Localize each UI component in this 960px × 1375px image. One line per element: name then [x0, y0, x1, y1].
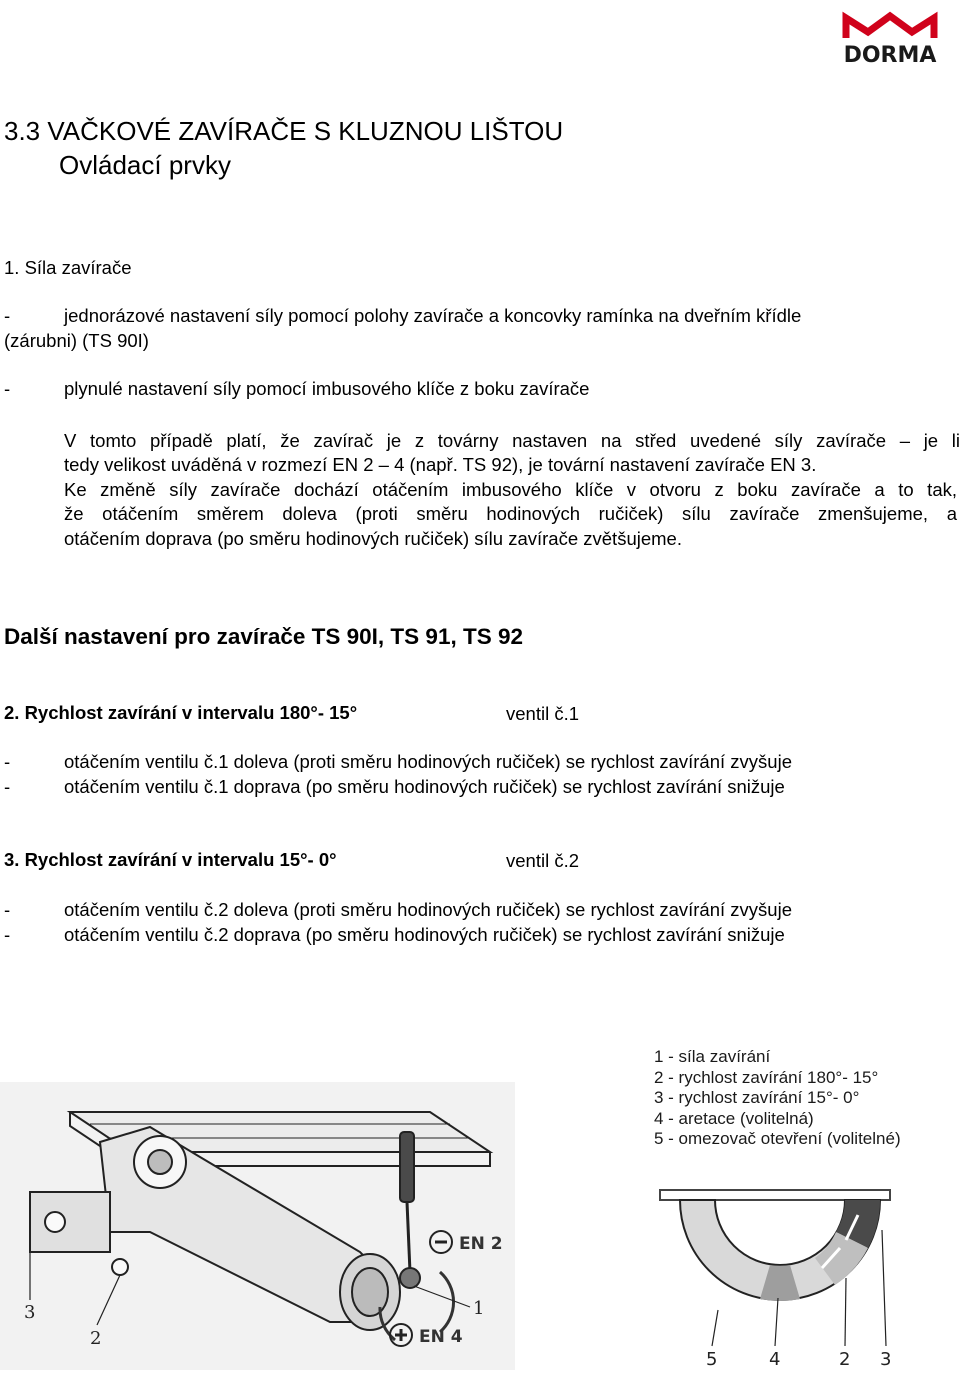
bullet-dash: - [4, 378, 11, 399]
callout-3: 3 [24, 1302, 36, 1323]
bullet-dash: - [4, 776, 11, 797]
bullet-dash: - [4, 924, 11, 945]
paragraph-line: otáčením doprava (po směru hodinových ručiček) sílu zavírače zvětšujeme. [64, 528, 682, 549]
door-closer-figure [0, 1082, 515, 1370]
legend-item: 2 - rychlost zavírání 180°- 15° [654, 1067, 879, 1087]
paragraph-line: tedy velikost uváděná v rozmezí EN 2 – 4 (např. TS 92), je tovární nastavení zavírače EN 3. [64, 454, 817, 475]
cam-arc-figure [650, 1160, 900, 1370]
callout-1: 1 [473, 1298, 485, 1319]
dorma-logo [838, 10, 942, 66]
bullet-dash: - [4, 899, 11, 920]
bullet-text: otáčením ventilu č.2 doleva (proti směru hodinových ručiček) se rychlost zavírání zvyšuje [64, 899, 792, 920]
section3-title: 3. Rychlost zavírání v intervalu 15°- 0° [4, 849, 337, 870]
section2-title: 2. Rychlost zavírání v intervalu 180°- 15° [4, 702, 358, 723]
section3-valve: ventil č.2 [506, 850, 580, 871]
legend-item: 3 - rychlost zavírání 15°- 0° [654, 1088, 860, 1107]
page-subtitle-line2: Ovládací prvky [59, 150, 231, 180]
logo-text: DORMA [843, 43, 937, 66]
bullet-text: plynulé nastavení síly pomocí imbusového klíče z boku zavírače [64, 378, 590, 399]
page-subtitle [59, 148, 231, 182]
arc-label-4: 4 [769, 1349, 781, 1370]
bullet-dash: - [4, 751, 11, 772]
section2-valve: ventil č.1 [506, 703, 580, 724]
en2-label: EN 2 [459, 1234, 503, 1254]
section1-title: 1. Síla zavírače [4, 257, 132, 278]
bullet-text: otáčením ventilu č.2 doprava (po směru hodinových ručiček) se rychlost zavírání snižuje [64, 924, 785, 945]
paragraph-line: že otáčením směrem doleva (proti směru hodinových ručiček) sílu zavírače zmenšujeme, a [64, 503, 957, 524]
cam-arc-drawing [680, 1200, 880, 1301]
further-settings-title: Další nastavení pro zavírače TS 90I, TS 91, TS 92 [4, 624, 523, 649]
legend-item: 4 - aretace (volitelná) [654, 1108, 814, 1128]
paragraph-line: Ke změně síly zavírače dochází otáčením imbusového klíče v otvoru z boku zavírače a to tak, [64, 479, 957, 500]
legend-item: 5 - omezovač otevření (volitelné) [654, 1129, 901, 1148]
page-title [4, 114, 563, 148]
paragraph-line: V tomto případě platí, že zavírač je z továrny nastaven na střed uvedené síly zavírače – je li [64, 430, 960, 451]
bullet-text: otáčením ventilu č.1 doprava (po směru hodinových ručiček) se rychlost zavírání snižuje [64, 776, 785, 797]
bullet-dash: - [4, 305, 11, 326]
arc-label-2: 2 [839, 1349, 851, 1370]
figure-legend [654, 1047, 901, 1150]
bullet-text: jednorázové nastavení síly pomocí polohy zavírače a koncovky ramínka na dveřním křídle [64, 305, 802, 326]
bullet-text: otáčením ventilu č.1 doleva (proti směru hodinových ručiček) se rychlost zavírání zvyšuje [64, 751, 792, 772]
arc-label-3: 3 [880, 1349, 892, 1370]
legend-item: 1 - síla zavírání [654, 1047, 771, 1066]
arc-label-5: 5 [706, 1349, 718, 1370]
callout-2: 2 [90, 1328, 102, 1349]
en4-label: EN 4 [419, 1327, 463, 1347]
bullet-text-cont: (zárubni) (TS 90I) [4, 330, 149, 351]
page-title-line1: 3.3 VAČKOVÉ ZAVÍRAČE S KLUZNOU LIŠTOU [4, 116, 564, 146]
